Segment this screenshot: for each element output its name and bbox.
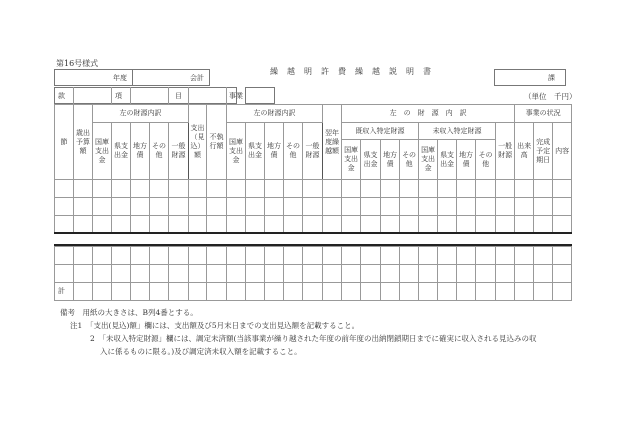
table-row[interactable] — [55, 180, 572, 198]
jigyo-label: 事業 — [229, 92, 243, 100]
division-field[interactable] — [494, 69, 566, 86]
header-left-breakdown-3: 左 の 財 源 内 訳 — [342, 105, 515, 123]
header-left-breakdown-2: 左の財源内訳 — [227, 105, 323, 123]
data-rows-upper — [54, 179, 572, 234]
header-sonota-4: その他 — [476, 140, 496, 180]
table-row[interactable] — [55, 265, 572, 283]
kan-label: 款 — [58, 92, 65, 100]
header-chihosai: 地方債 — [131, 123, 150, 180]
divider — [111, 87, 112, 104]
unit-label: （単位 千円） — [524, 92, 577, 101]
header-mishu: 未収入特定財源 — [419, 123, 496, 140]
header-ippan-2: 一般財源 — [303, 123, 323, 180]
divider — [188, 87, 189, 104]
divider — [168, 87, 169, 104]
header-kenshi-4: 県支出金 — [438, 140, 457, 180]
kou-label: 項 — [115, 92, 122, 100]
divider — [73, 87, 74, 104]
header-kokko-4: 国庫支出金 — [419, 140, 438, 180]
total-row[interactable] — [55, 283, 572, 301]
header-left-breakdown-1: 左の財源内訳 — [93, 105, 189, 123]
header-naiyo: 内容 — [553, 123, 572, 180]
header-setsu: 節 — [55, 105, 74, 180]
header-yokunendo: 翌年度繰越額 — [323, 105, 342, 180]
table-row[interactable] — [55, 198, 572, 216]
header-chihosai-3: 地方債 — [381, 140, 400, 180]
header-jigyo-jokyo: 事業の状況 — [515, 105, 572, 123]
header-sonota: その他 — [150, 123, 169, 180]
division-label: 課 — [548, 74, 555, 82]
divider — [130, 87, 131, 104]
header-kishu: 既収入特定財源 — [342, 123, 419, 140]
note-biko: 備考 用紙の大きさは、B列4番とする。 — [60, 308, 198, 317]
header-dekidaka: 出来高 — [515, 123, 534, 180]
jigyo-field[interactable] — [245, 87, 275, 104]
document-title: 繰越明許費繰越説明書 — [270, 67, 440, 76]
header-kokko-2: 国庫支出金 — [227, 123, 246, 180]
divider — [226, 87, 227, 104]
form-number: 第16号様式 — [56, 59, 99, 68]
header-sonota-3: その他 — [400, 140, 419, 180]
total-label: 計 — [55, 283, 74, 301]
header-kokko-3: 国庫支出金 — [342, 140, 361, 180]
note-2a: 2 「未収入特定財源」欄には、調定未済額(当該事業が繰り越された年度の前年度の出納閉鎖期日までに確実に収入される見込みの収 — [90, 334, 537, 343]
moku-label: 目 — [175, 92, 182, 100]
separator-top — [54, 232, 572, 234]
notes-section — [60, 306, 536, 358]
header-sonota-2: その他 — [284, 123, 303, 180]
note-1: 注1 「支出(見込)額」欄には、支出額及び5月末日までの支出見込額を記載すること。 — [70, 321, 360, 330]
data-rows-lower — [54, 246, 572, 301]
header-chihosai-2: 地方債 — [265, 123, 284, 180]
table-row[interactable] — [55, 216, 572, 234]
header-ippan-3: 一般財源 — [496, 123, 515, 180]
header-kansei: 完成予定期日 — [534, 123, 553, 180]
account-label: 会計 — [190, 74, 204, 82]
table-row[interactable] — [55, 247, 572, 265]
header-kenshi-3: 県支出金 — [361, 140, 381, 180]
header-saishutsu-yosan: 歳出予算額 — [74, 105, 93, 180]
header-chihosai-4: 地方債 — [457, 140, 476, 180]
note-2b: 入に係るものに限る。)及び調定済未収入額を記載すること。 — [100, 347, 302, 356]
header-ippan: 一般財源 — [169, 123, 189, 180]
header-shishutsu-mikomi: 支出（見込）額 — [189, 105, 207, 180]
header-kenshi-2: 県支出金 — [246, 123, 265, 180]
fiscal-year-label: 年度 — [113, 74, 127, 82]
header-kokko: 国庫支出金 — [93, 123, 112, 180]
classification-row — [54, 87, 237, 104]
main-table-header — [54, 104, 572, 180]
header-kenshi: 県支出金 — [112, 123, 131, 180]
header-fushikko: 不執行額 — [207, 105, 227, 180]
